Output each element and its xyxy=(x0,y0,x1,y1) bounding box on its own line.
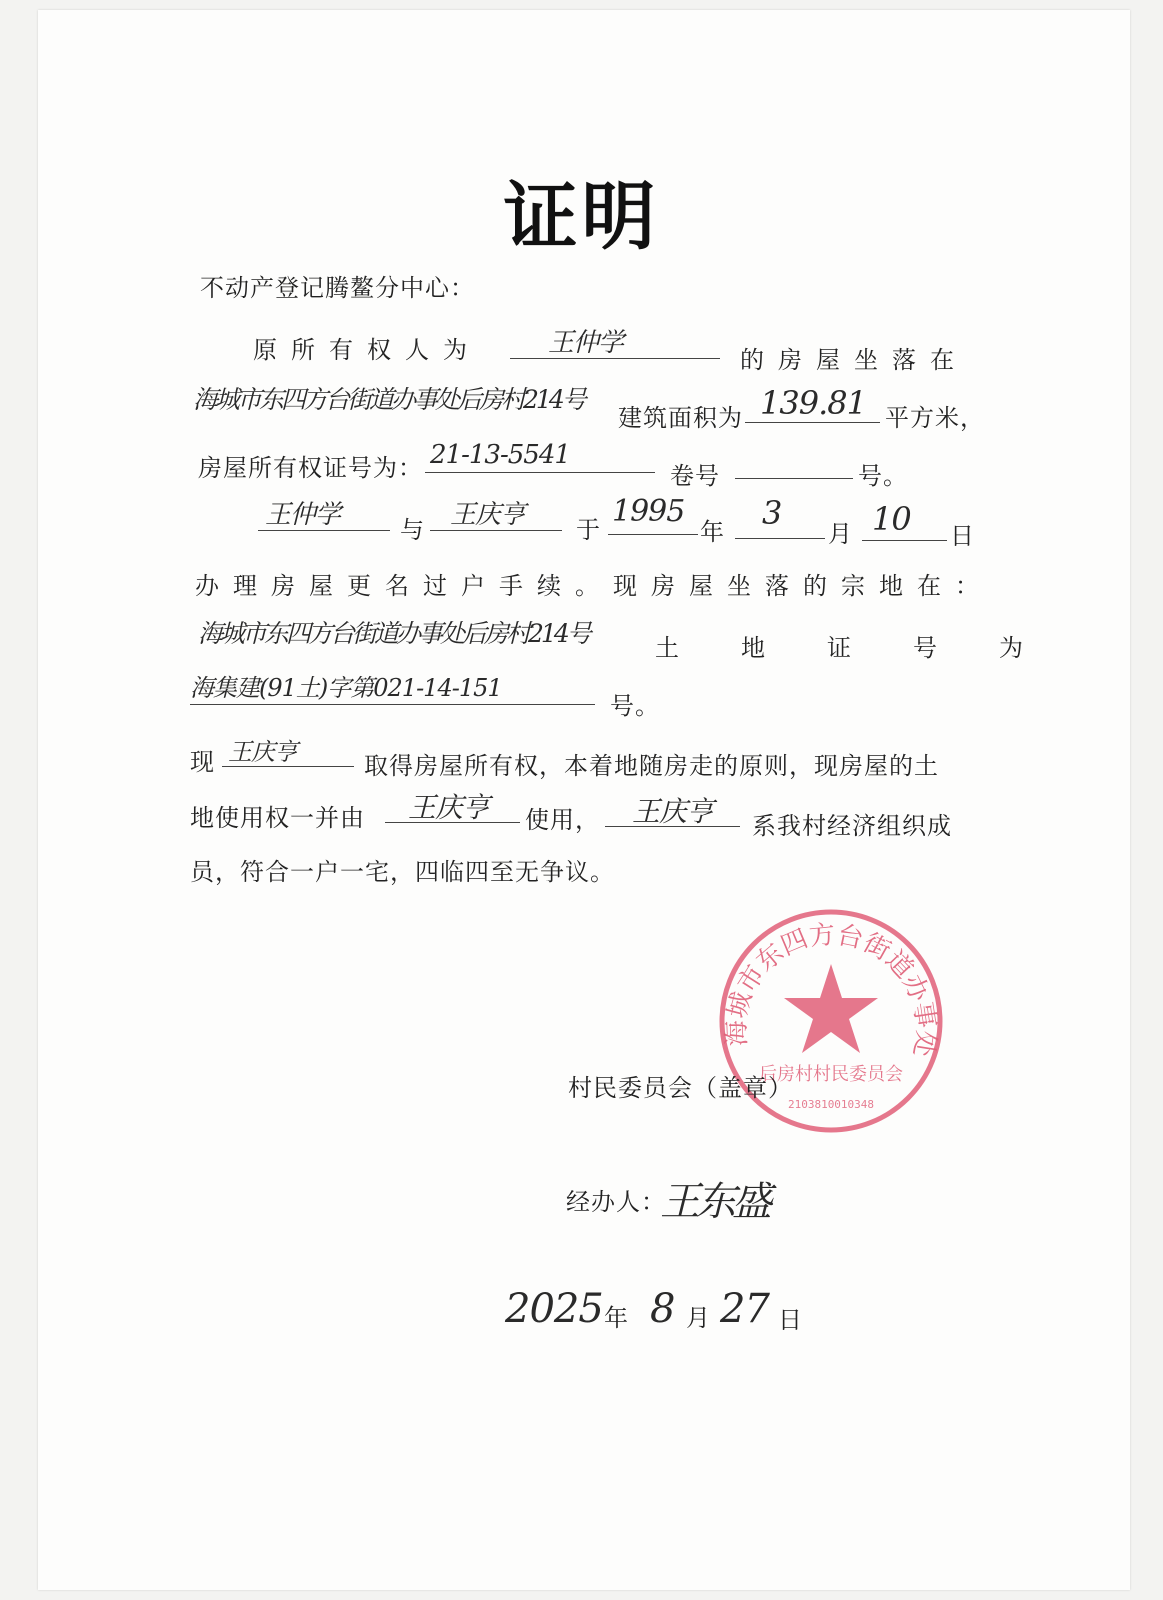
handwritten-day: 10 xyxy=(872,500,911,538)
handwritten-area: 139.81 xyxy=(760,384,866,422)
p1-prefix: 原所有权人为 xyxy=(253,336,481,364)
cert-label: 房屋所有权证号为： xyxy=(198,454,423,482)
p1-suffix: 的房屋坐落在 xyxy=(740,346,968,374)
handwritten-date-day: 27 xyxy=(720,1286,769,1332)
handwritten-owner: 王仲学 xyxy=(548,328,624,358)
official-seal xyxy=(712,902,950,1140)
handler-label: 经办人： xyxy=(566,1188,666,1216)
now-text: 现 xyxy=(190,748,215,776)
handwritten-person-a: 王仲学 xyxy=(265,500,341,530)
handwritten-date-year: 2025 xyxy=(505,1286,603,1332)
seal-code: 2103810010348 xyxy=(787,1098,875,1111)
vol-suffix: 号。 xyxy=(858,462,908,490)
area-underline xyxy=(745,422,880,423)
day-unit: 日 xyxy=(950,522,975,550)
p3-text2-c: 系我村经济组织成 xyxy=(752,812,952,840)
handwritten-cert-no: 21-13-5541 xyxy=(430,440,570,470)
day-underline xyxy=(862,540,947,541)
handwritten-p3-person: 王庆亨 xyxy=(228,738,297,766)
handwritten-land-location: 海城市东四方台街道办事处后房村214号 xyxy=(198,619,589,648)
document-title: 证明 xyxy=(503,174,660,260)
area-unit: 平方米， xyxy=(885,404,985,432)
cert-underline xyxy=(425,472,655,473)
year-unit: 年 xyxy=(700,518,725,546)
committee-stamp-label: 村民委员会（盖章） xyxy=(568,1074,793,1102)
addressee: 不动产登记腾鳌分中心： xyxy=(200,274,475,302)
handwritten-p3-person2: 王庆亨 xyxy=(408,791,490,824)
land-cert-underline xyxy=(190,704,595,705)
vol-underline xyxy=(735,478,853,479)
at-text: 于 xyxy=(576,516,601,544)
seal-outer-text: 海城市东四方台街道办事处 xyxy=(721,919,941,1059)
month-unit: 月 xyxy=(828,520,853,548)
land-cert-label: 土地证号为 xyxy=(655,634,1085,662)
handler-signature: 王东盛 xyxy=(660,1179,768,1225)
month-underline xyxy=(735,538,825,539)
p2-line2: 办理房屋更名过户手续。现房屋坐落的宗地在： xyxy=(195,572,993,600)
p2-end: 号。 xyxy=(610,692,660,720)
date-month-unit: 月 xyxy=(686,1304,711,1332)
handwritten-date-month: 8 xyxy=(650,1286,675,1332)
p3-text1: 取得房屋所有权，本着地随房走的原则，现房屋的土 xyxy=(364,752,939,780)
handwritten-year: 1995 xyxy=(612,494,685,529)
handwritten-p3-person3: 王庆亨 xyxy=(632,795,714,828)
p3-text2-b: 使用， xyxy=(525,806,600,834)
handwritten-land-cert-no: 海集建(91土)字第021-14-151 xyxy=(190,674,502,702)
date-day-unit: 日 xyxy=(778,1306,803,1334)
handwritten-location: 海城市东四方台街道办事处后房村214号 xyxy=(193,385,584,414)
p3-text3: 员，符合一户一宅，四临四至无争议。 xyxy=(190,858,615,886)
seal-star-icon xyxy=(784,964,878,1053)
handwritten-person-b: 王庆亨 xyxy=(450,500,526,530)
date-year-unit: 年 xyxy=(604,1304,629,1332)
area-label: 建筑面积为 xyxy=(618,404,743,432)
vol-label: 卷号 xyxy=(670,462,720,490)
year-underline xyxy=(608,534,698,535)
with-text: 与 xyxy=(400,516,425,544)
p3-text2-a: 地使用权一并由 xyxy=(190,804,365,832)
seal-inner-text: 后房村村民委员会 xyxy=(759,1064,903,1085)
handwritten-month: 3 xyxy=(762,494,782,532)
